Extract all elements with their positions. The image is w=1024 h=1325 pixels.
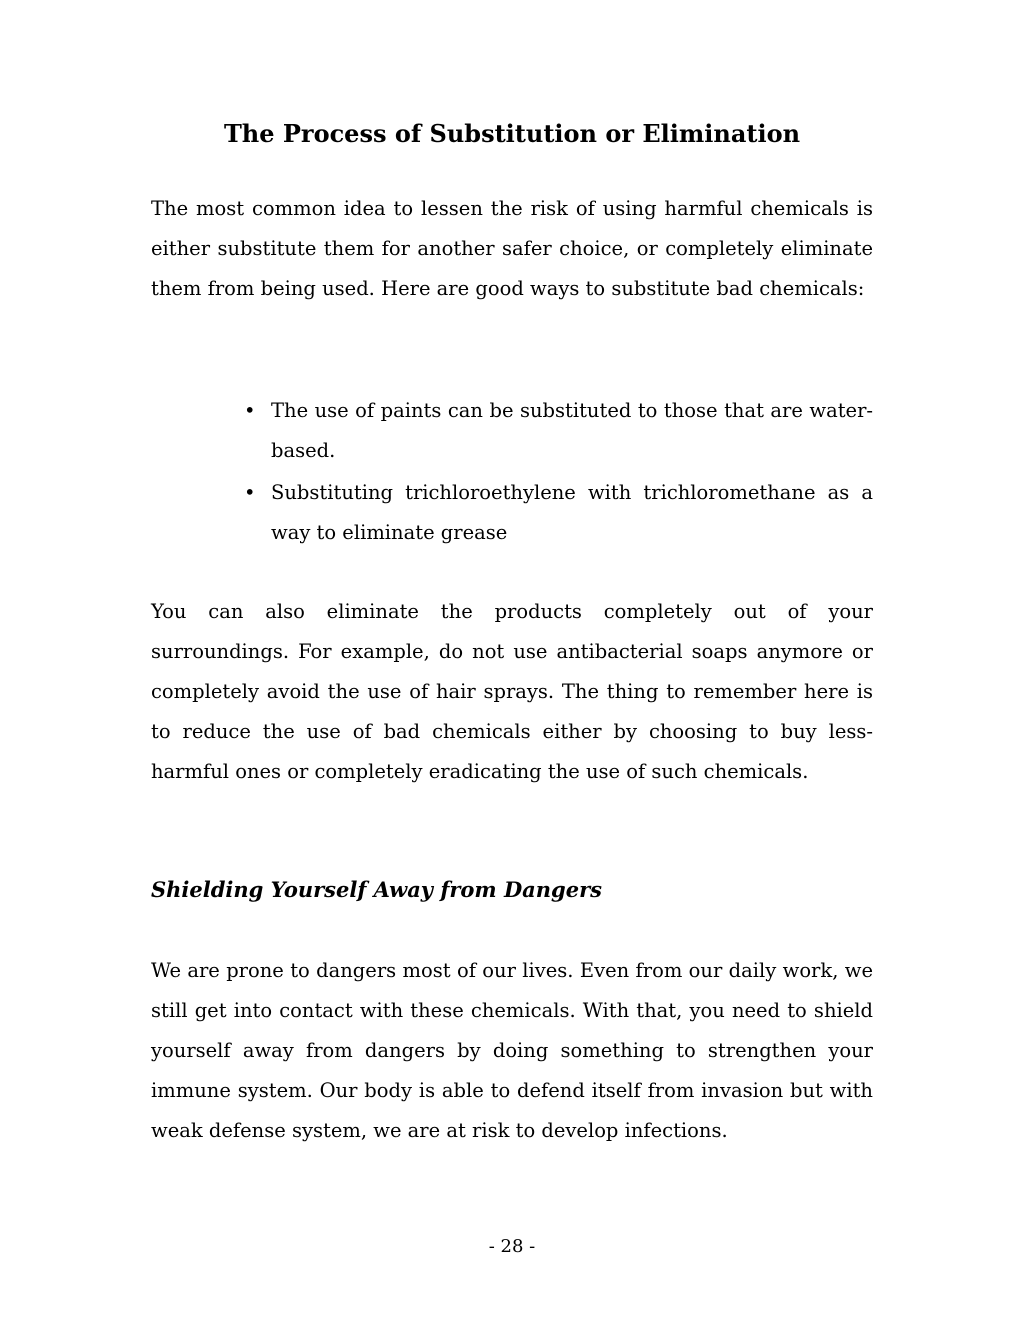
elimination-paragraph: You can also eliminate the products completely out of your surroundings. For example, do not use antibacterial soaps anymore or completely avoid the use of hair sprays. The thing to remember here is to reduce the use of bad chemicals either by choosing to buy less-harmful ones or completely eradicating the use of such chemicals. xyxy=(151,600,873,783)
shielding-paragraph: We are prone to dangers most of our lives. Even from our daily work, we still get into contact with these chemicals. With that, you need to shield yourself away from dangers by doing something to strengthen your immune system. Our body is able to defend itself from invasion but with weak defense system, we are at risk to develop infections. xyxy=(151,959,873,1142)
list-item-text: The use of paints can be substituted to those that are water-based. xyxy=(271,399,873,462)
section-subheading: Shielding Yourself Away from Dangers xyxy=(151,877,602,902)
page-number: - 28 - xyxy=(488,1236,536,1257)
intro-paragraph: The most common idea to lessen the risk of using harmful chemicals is either substitute them for another safer choice, or completely eliminate them from being used. Here are good ways to substitute bad chemicals: xyxy=(151,197,873,300)
list-item xyxy=(244,391,873,471)
substitution-list xyxy=(244,391,873,555)
bullet-icon: • xyxy=(244,399,256,422)
list-item-text: Substituting trichloroethylene with trichloromethane as a way to eliminate grease xyxy=(271,481,873,544)
bullet-icon: • xyxy=(244,481,256,504)
list-item xyxy=(244,473,873,553)
page-title: The Process of Substitution or Elimination xyxy=(223,119,801,148)
